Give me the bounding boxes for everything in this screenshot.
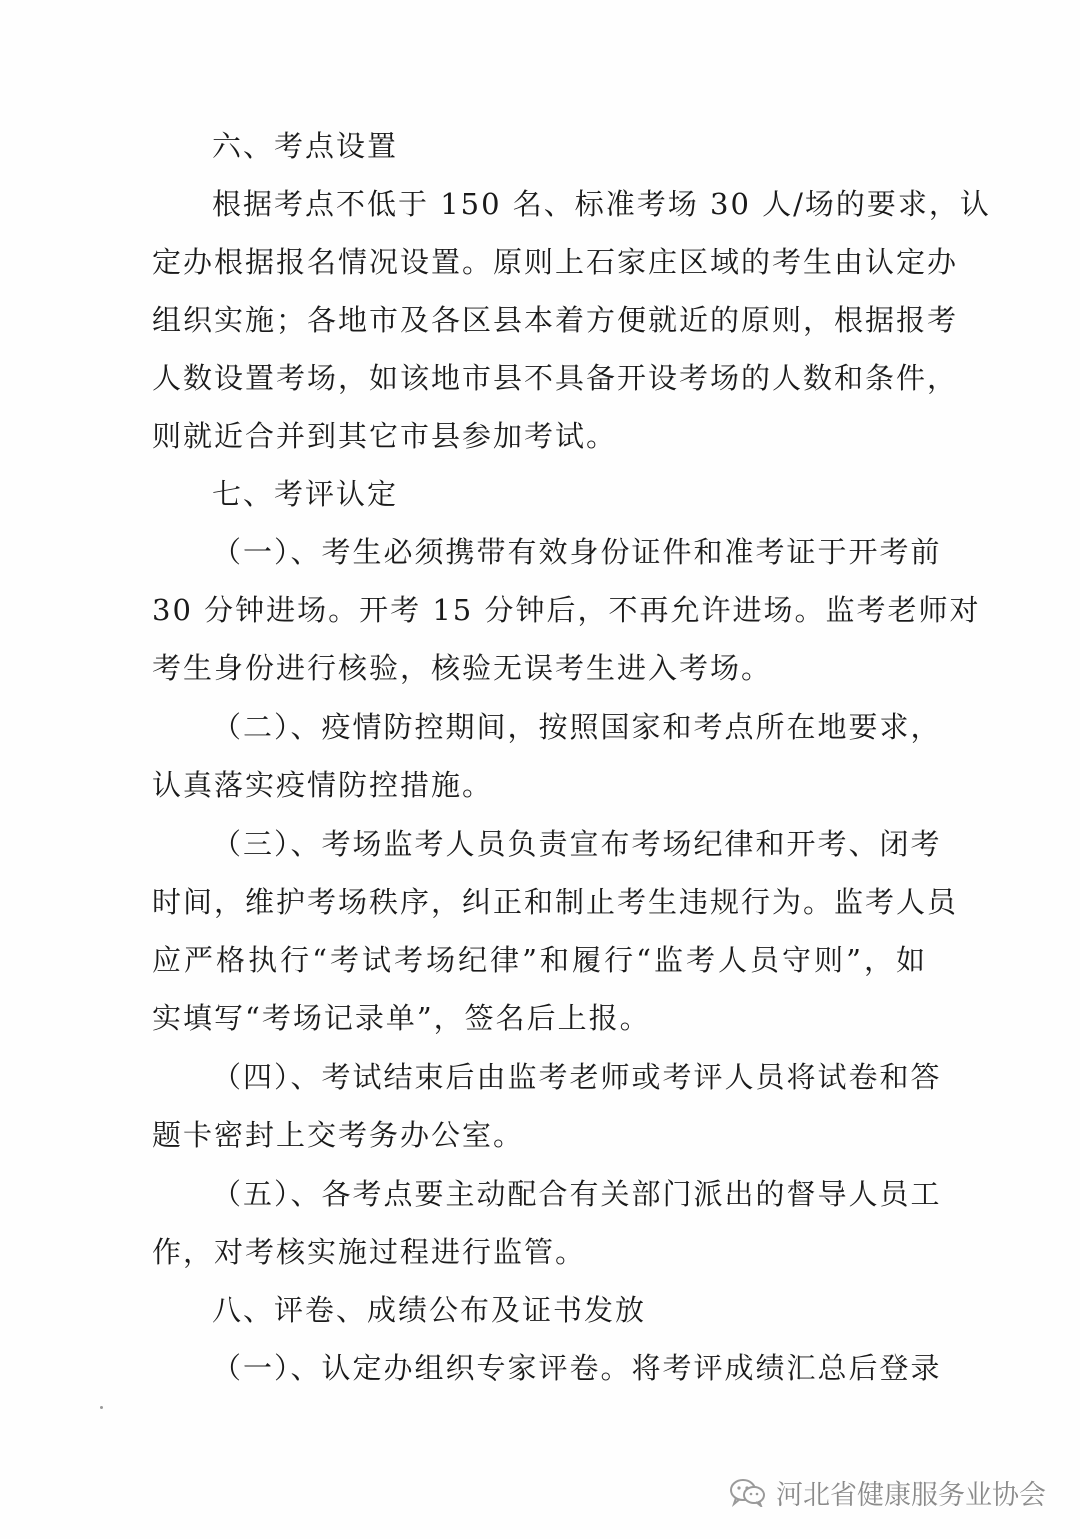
paragraph-line: 实填写“考场记录单”，签名后上报。: [152, 1001, 651, 1035]
paragraph-line: 30 分钟进场。开考 15 分钟后，不再允许进场。监考老师对: [152, 593, 981, 627]
section-heading-6: 六、考点设置: [212, 129, 399, 163]
paragraph-line: 应严格执行“考试考场纪律”和履行“监考人员守则”，如: [152, 943, 927, 977]
scan-speck: [100, 1406, 103, 1409]
watermark: [728, 1472, 1046, 1512]
paragraph-line: 根据考点不低于 150 名、标准考场 30 人/场的要求，认: [212, 187, 991, 221]
paragraph-line: （三）、考场监考人员负责宣布考场纪律和开考、闭考: [212, 827, 942, 861]
paragraph-line: 组织实施；各地市及各区县本着方便就近的原则，根据报考: [152, 303, 959, 337]
paragraph-line: （一）、考生必须携带有效身份证件和准考证于开考前: [212, 535, 942, 569]
section-heading-7: 七、考评认定: [212, 477, 399, 511]
paragraph-line: （二）、疫情防控期间，按照国家和考点所在地要求，: [212, 710, 942, 744]
paragraph-line: 考生身份进行核验，核验无误考生进入考场。: [152, 651, 773, 685]
paragraph-line: 则就近合并到其它市县参加考试。: [152, 419, 618, 453]
watermark-text: 河北省健康服务业协会: [776, 1479, 1046, 1511]
paragraph-line: 题卡密封上交考务办公室。: [152, 1118, 525, 1152]
paragraph-line: （五）、各考点要主动配合有关部门派出的督导人员工: [212, 1177, 942, 1211]
paragraph-line: 定办根据报名情况设置。原则上石家庄区域的考生由认定办: [152, 245, 959, 279]
wechat-icon: [728, 1477, 768, 1507]
paragraph-line: （四）、考试结束后由监考老师或考评人员将试卷和答: [212, 1060, 942, 1094]
paragraph-line: 人数设置考场，如该地市县不具备开设考场的人数和条件，: [152, 361, 959, 395]
paragraph-line: 认真落实疫情防控措施。: [152, 768, 494, 802]
paragraph-line: 作，对考核实施过程进行监管。: [152, 1235, 587, 1269]
paragraph-line: （一）、认定办组织专家评卷。将考评成绩汇总后登录: [212, 1351, 942, 1385]
section-heading-8: 八、评卷、成绩公布及证书发放: [212, 1293, 647, 1327]
paragraph-line: 时间，维护考场秩序，纠正和制止考生违规行为。监考人员: [152, 885, 959, 919]
